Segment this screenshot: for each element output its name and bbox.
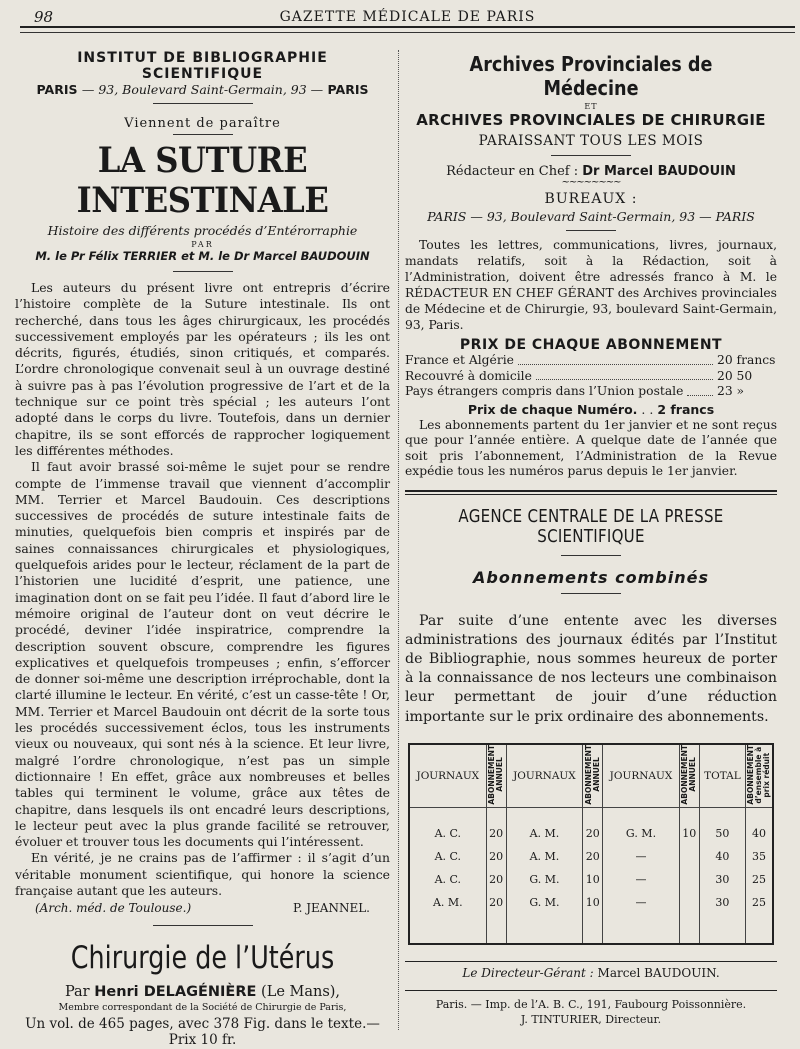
institute-address: PARIS — 93, Boulevard Saint-Germain, 93 — PARIS	[36, 82, 369, 97]
table-header-row	[409, 744, 773, 808]
table-row: A. M. 20 G. M. 10 — 30 25	[409, 891, 773, 914]
section-rule	[405, 490, 777, 492]
top-rule	[20, 32, 795, 33]
separator	[566, 230, 616, 231]
price-list	[405, 353, 777, 400]
journal-title: GAZETTE MÉDICALE DE PARIS	[279, 9, 536, 25]
issue-price: Prix de chaque Numéro. . . 2 francs	[467, 401, 715, 417]
agency-title: AGENCE CENTRALE DE LA PRESSE SCIENTIFIQUE	[458, 506, 724, 547]
column-divider	[398, 50, 399, 1030]
price-row: Pays étrangers compris dans l’Union postale 23 »	[405, 384, 745, 398]
offices-heading: BUREAUX :	[544, 191, 638, 207]
separator	[173, 134, 233, 135]
subscription-terms: Les abonnements partent du 1er janvier et ne sont reçus que pour l’année entière. A quelque date de l’année que soit pris l’abonnement, l’Administration de la Revue expédie tous les numéros parus depuis le 1er janvier.	[405, 417, 777, 478]
book-review	[15, 280, 390, 899]
uterus-book-title: Chirurgie de l’Utérus	[70, 940, 335, 977]
separator	[153, 103, 253, 104]
subscription-table	[408, 743, 774, 945]
col-header: ABONNEMENT d’ensemble à prix réduit	[746, 744, 774, 808]
separator	[173, 271, 233, 272]
ornament: ~~~~~~~~	[561, 177, 621, 188]
combined-subscriptions-heading: Abonnements combinés	[473, 567, 709, 587]
table-row: A. C. 20 A. M. 20 G. M. 10 50 40	[409, 822, 773, 845]
col-header: JOURNAUX	[409, 744, 486, 808]
printer-imprint: Paris. — Imp. de l’A. B. C., 191, Faubourg Poissonnière. J. TINTURIER, Directeur.	[405, 990, 777, 1027]
director-line: Le Directeur-Gérant : Marcel BAUDOUIN.	[405, 961, 777, 980]
col-header: ABONNEMENT ANNUEL	[583, 744, 603, 808]
col-header: ABONNEMENT ANNUEL	[486, 744, 506, 808]
table-row: A. C. 20 A. M. 20 — 40 35	[409, 845, 773, 868]
review-paragraph: Les auteurs du présent livre ont entrepris d’écrire l’histoire complète de la Suture intestinale. Ils ont recherché, dans tous les âges chirurgicaux, les procédés successivement employés par les opérateurs ; ils les ont décrits, figurés, étudiés, sinon critiqués, et comparés. L’ordre chronologique convenait seul à un ouvrage destiné à suivre pas à pas l’évolution progressive de l’art et de la technique sur ce point très spécial ; les auteurs l’ont adopté dans le corps du livre. Toutefois, dans un dernier chapitre, ils se sont efforcés de rapprocher logiquement les différentes méthodes.	[15, 280, 390, 458]
book-authors: M. le Pr Félix TERRIER et M. le Dr Marcel BAUDOUIN	[35, 249, 370, 263]
book-subtitle: Histoire des différents procédés d’Entérorraphie	[47, 223, 358, 238]
separator	[551, 155, 631, 156]
section-rule	[405, 494, 777, 495]
separator	[153, 925, 253, 926]
announcement-heading: Viennent de paraître	[124, 116, 281, 131]
archives-title: Archives Provinciales de Médecine	[469, 52, 713, 100]
offices-address: PARIS — 93, Boulevard Saint-Germain, 93 — PARIS	[427, 209, 755, 224]
col-header: JOURNAUX	[506, 744, 583, 808]
separator	[561, 555, 621, 556]
archives-chirurgie-title: ARCHIVES PROVINCIALES DE CHIRURGIE	[416, 111, 766, 129]
col-header: TOTAL	[699, 744, 745, 808]
review-paragraph: En vérité, je ne crains pas de l’affirmer : il s’agit d’un véritable monument scientifique, qui honore la science française autant que les auteurs.	[15, 850, 390, 898]
book-title: LA SUTURE INTESTINALE	[76, 140, 329, 221]
correspondence-notice: Toutes les lettres, communications, livres, journaux, mandats relatifs, soit à la Rédaction, soit à l’Administration, doivent être adressés franco à M. le RÉDACTEUR EN CHEF GÉRANT des Archives provinciales de Médecine et de Chirurgie, 93, boulevard Saint-Germain, 93, Paris.	[405, 238, 777, 332]
separator	[561, 593, 621, 594]
by-label: PAR	[191, 240, 214, 249]
price-row: France et Algérie 20 francs	[405, 353, 776, 367]
price-row: Recouvré à domicile 20 50	[405, 368, 753, 383]
table-row: A. C. 20 G. M. 10 — 30 25	[409, 868, 773, 891]
col-header: ABONNEMENT ANNUEL	[679, 744, 699, 808]
col-header: JOURNAUX	[603, 744, 680, 808]
publication-frequency: PARAISSANT TOUS LES MOIS	[478, 133, 704, 149]
review-source: (Arch. méd. de Toulouse.)	[35, 901, 192, 916]
page-header	[20, 4, 795, 28]
review-author: P. JEANNEL.	[292, 901, 370, 916]
uterus-book-author: Par Henri DELAGÉNIÈRE (Le Mans),	[64, 984, 341, 1001]
uterus-book-details: Un vol. de 465 pages, avec 378 Fig. dans le texte.— Prix 10 fr.	[25, 1016, 380, 1049]
right-column	[405, 50, 777, 1027]
review-signature	[15, 901, 390, 915]
institute-name: INSTITUT DE BIBLIOGRAPHIE SCIENTIFIQUE	[77, 50, 328, 82]
page-number: 98	[34, 8, 54, 26]
subscription-price-heading: PRIX DE CHAQUE ABONNEMENT	[459, 337, 723, 353]
editor-line: Rédacteur en Chef : Dr Marcel BAUDOUIN	[446, 164, 736, 179]
review-paragraph: Il faut avoir brassé soi-même le sujet pour se rendre compte de l’immense travail que viennent d’accomplir MM. Terrier et Marcel Baudouin. Ces descriptions successives de procédés de suture intestinale faits de minuties, quelquefois bien compris et inspirés par de saines connaissances chirurgicales et physiologiques, quelquefois arides pour le lecteur, réclament de la part de l’historien une lucidité d’esprit, une patience, une imagination dont on se fait peu l’idée. Il faut d’abord lire le mémoire original de l’auteur dont on veut décrire le procédé, deviner l’idée inspiratrice, comprendre la description souvent obscure, comprendre les figures explicatives et quelquefois trompeuses ; enfin, s’efforcer de donner soi-même une description irréprochable, dont la clarté illumine le lecteur. En vérité, c’est un casse-tête ! Or, MM. Terrier et Marcel Baudouin ont décrit de la sorte tous les procédés successivement éclos, tous les instruments vieux ou nouveaux, qui sont nés à la science. Et leur livre, malgré l’ordre chronologique, n’est pas un simple dictionnaire ! En effet, grâce aux nombreuses et belles tables qui terminent le volume, grâce aux têtes de chapitre, dans lesquels ils ont encadré leurs descriptions, le lecteur peut avec la plus grande facilité se retrouver, évoluer et trouver tous les documents qui l’intéressent.	[15, 459, 390, 850]
left-column	[15, 50, 390, 1048]
and-label: ET	[584, 102, 598, 111]
author-membership: Membre correspondant de la Société de Chirurgie de Paris,	[58, 1002, 347, 1014]
agency-text: Par suite d’une entente avec les diverses administrations des journaux édités par l’Institut de Bibliographie, nous sommes heureux de porter à la connaissance de nos lecteurs une combinaison leur permettant de jouir d’une réduction importante sur le prix ordinaire des abonnements.	[405, 612, 777, 725]
